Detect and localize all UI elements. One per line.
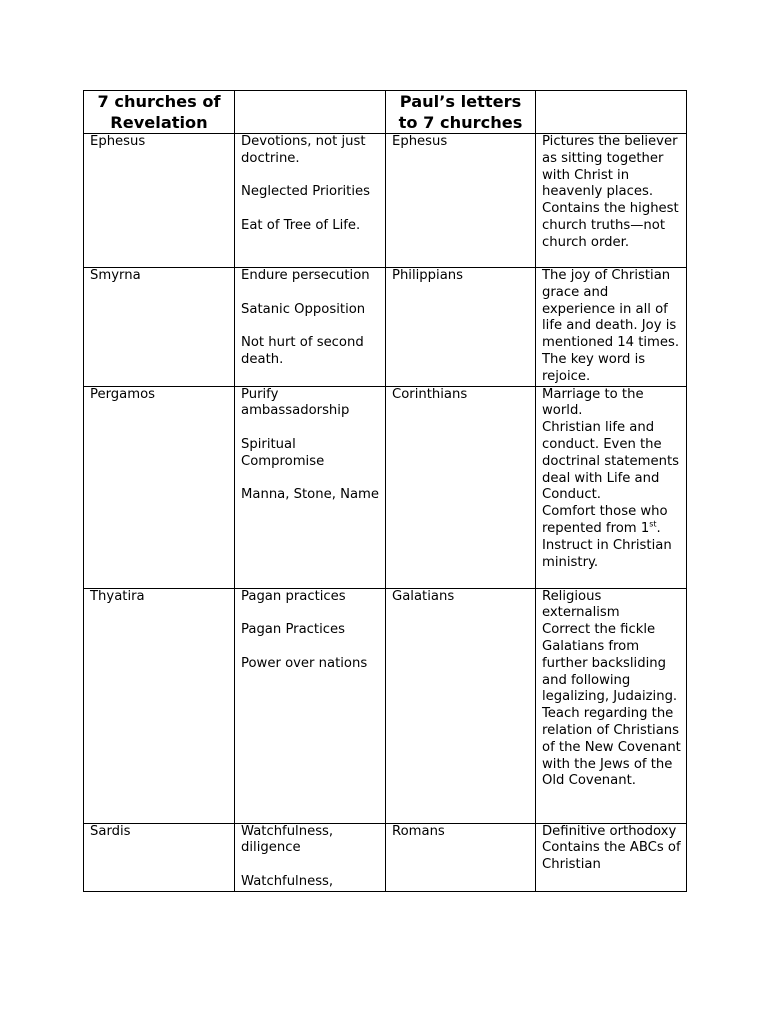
header-pauls-letters: Paul’s letters to 7 churches	[386, 91, 536, 134]
notes-cell	[235, 386, 386, 588]
description-cell	[536, 823, 687, 891]
header-row	[84, 91, 687, 134]
church-cell: Thyatira	[84, 588, 235, 823]
table-row	[84, 268, 687, 387]
letter-cell: Philippians	[386, 268, 536, 387]
note: Pagan Practices	[241, 622, 345, 638]
table-row	[84, 823, 687, 891]
table-row	[84, 386, 687, 588]
description-cell	[536, 268, 687, 387]
note: Watchfulness,	[241, 873, 334, 889]
note: Satanic Opposition	[241, 301, 366, 317]
church-cell: Pergamos	[84, 386, 235, 588]
notes-cell	[235, 134, 386, 268]
description-text: Comfort those who repented from 1	[542, 504, 668, 536]
letter-cell: Ephesus	[386, 134, 536, 268]
letter-cell: Corinthians	[386, 386, 536, 588]
note: Not hurt of second death.	[241, 335, 364, 367]
description-text: Definitive orthodoxy	[542, 823, 677, 839]
note: Devotions, not just doctrine.	[241, 134, 366, 166]
note: Pagan practices	[241, 588, 346, 604]
church-cell: Ephesus	[84, 134, 235, 268]
note: Manna, Stone, Name	[241, 487, 380, 503]
description-cell	[536, 386, 687, 588]
description-text: Correct the fickle Galatians from further backsliding and following legalizing, Judaizing. Teach regarding the relation of Christians of the New Covenant with the Jews of the Old Covenant.	[542, 622, 681, 789]
header-blank-2	[536, 91, 687, 134]
description-text: The joy of Christian grace and experience in all of life and death. Joy is mentioned 14 times. The key word is rejoice.	[542, 268, 680, 384]
note: Spiritual Compromise	[241, 436, 325, 469]
notes-cell	[235, 823, 386, 891]
letter-cell: Romans	[386, 823, 536, 891]
note: Endure persecution	[241, 268, 370, 283]
description-text: Contains the ABCs of Christian	[542, 840, 681, 873]
description-text: Pictures the believer as sitting together with Christ in heavenly places. Contains the highest church truths—not church order.	[542, 134, 679, 250]
description-text: Christian life and conduct. Even the doctrinal statements deal with Life and Conduct.	[542, 420, 680, 503]
description-text: Religious externalism	[542, 588, 620, 621]
letter-cell: Galatians	[386, 588, 536, 823]
note: Watchfulness, diligence	[241, 823, 334, 856]
header-churches-of-revelation: 7 churches of Revelation	[84, 91, 235, 134]
description-cell	[536, 134, 687, 268]
table-row	[84, 588, 687, 823]
notes-cell	[235, 268, 386, 387]
comparison-table	[83, 90, 687, 892]
header-blank	[235, 91, 386, 134]
note: Neglected Priorities	[241, 184, 371, 200]
note: Eat of Tree of Life.	[241, 217, 361, 233]
church-cell: Sardis	[84, 823, 235, 891]
note: Purify ambassadorship	[241, 386, 350, 419]
table-row	[84, 134, 687, 268]
description-cell	[536, 588, 687, 823]
superscript: st	[649, 519, 657, 529]
description-text: . Instruct in Christian ministry.	[542, 520, 672, 570]
church-cell: Smyrna	[84, 268, 235, 387]
notes-cell	[235, 588, 386, 823]
description-text: Marriage to the world.	[542, 386, 644, 419]
note: Power over nations	[241, 655, 368, 671]
